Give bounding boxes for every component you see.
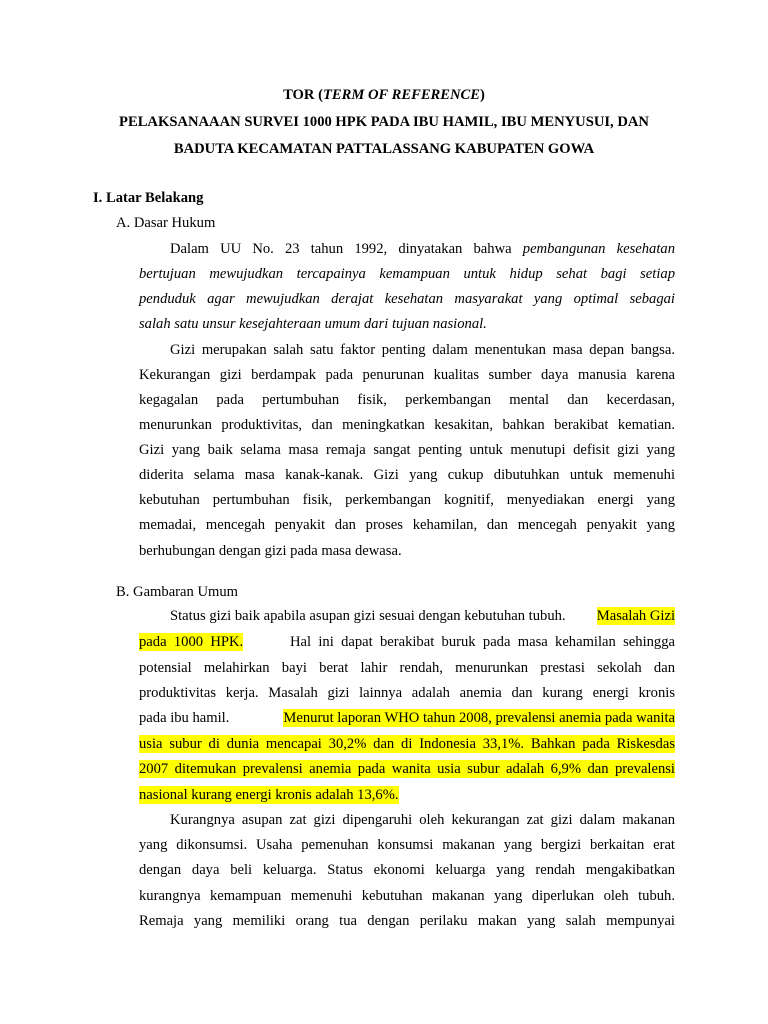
section-heading-latar-belakang: I. Latar Belakang [93,190,204,206]
paragraph-b1-line-7: 2007 ditemukan prevalensi anemia pada wanita usia subur adalah 6,9% dan prevalensi [139,761,675,777]
paragraph-b2-line-1: Kurangnya asupan zat gizi dipengaruhi oleh kekurangan zat gizi dalam makanan [170,812,675,828]
paragraph-b1-line-5-normal: pada ibu hamil. [139,710,230,726]
paragraph-b1-line-5-highlight: Menurut laporan WHO tahun 2008, prevalensi anemia pada wanita [283,710,675,726]
paragraph-a2-line-2: Kekurangan gizi berdampak pada penurunan kualitas sumber daya manusia karena [139,367,675,383]
subsection-heading-dasar-hukum: A. Dasar Hukum [116,215,216,231]
paragraph-b1-line-1 [170,607,675,625]
paragraph-b1-line-3: potensial melahirkan bayi berat lahir rendah, menurunkan prestasi sekolah dan [139,660,675,676]
paragraph-b1-line-1-normal: Status gizi baik apabila asupan gizi sesuai dengan kebutuhan tubuh. [170,608,566,624]
paragraph-a2-line-8: memadai, mencegah penyakit dan proses kehamilan, dan mencegah penyakit yang [139,517,675,533]
paragraph-b1-line-2-highlight: pada 1000 HPK. [139,634,244,650]
paragraph-a1-line-3: penduduk agar mewujudkan derajat kesehatan masyarakat yang optimal sebagai [139,291,675,307]
paragraph-a1-line-4: salah satu unsur kesejahteraan umum dari tujuan nasional. [139,316,487,332]
paragraph-a1-line-1 [170,240,675,258]
paragraph-b1-line-6: usia subur di dunia mencapai 30,2% dan di Indonesia 33,1%. Bahkan pada Riskesdas [139,736,675,752]
paragraph-a2-line-5: Gizi yang baik selama masa remaja sangat penting untuk menutupi defisit gizi yang [139,442,675,458]
paragraph-a1-line-1-normal: Dalam UU No. 23 tahun 1992, dinyatakan bahwa [170,241,512,257]
paragraph-a2-line-3: kegagalan pada pertumbuhan fisik, perkembangan mental dan kecerdasan, [139,392,675,408]
paragraph-a1-line-1-italic: pembangunan kesehatan [522,241,675,257]
title-suffix: ) [480,87,485,103]
paragraph-b2-line-4: kurangnya kemampuan memenuhi kebutuhan makanan yang diperlukan oleh tubuh. [139,888,675,904]
paragraph-a2-line-7: kebutuhan pertumbuhan fisik, perkembangan kognitif, menyediakan energi yang [139,492,675,508]
title-italic: TERM OF REFERENCE [322,87,481,103]
paragraph-a2-line-9: berhubungan dengan gizi pada masa dewasa. [139,543,402,559]
paragraph-a1-line-2: bertujuan mewujudkan tercapainya kemampuan untuk hidup sehat bagi setiap [139,266,675,282]
paragraph-b1-line-4: produktivitas kerja. Masalah gizi lainnya adalah anemia dan kurang energi kronis [139,685,675,701]
paragraph-b1-line-2 [139,633,675,651]
title-prefix: TOR ( [283,87,323,103]
paragraph-a2-line-1: Gizi merupakan salah satu faktor penting dalam menentukan masa depan bangsa. [170,342,675,358]
paragraph-a2-line-4: menurunkan produktivitas, dan meningkatkan kesakitan, bahkan berakibat kematian. [139,417,675,433]
paragraph-b1-line-5 [139,709,675,727]
paragraph-b1-line-2-normal: Hal ini dapat berakibat buruk pada masa kehamilan sehingga [290,634,675,650]
document-title-line-2: PELAKSANAAAN SURVEI 1000 HPK PADA IBU HAMIL, IBU MENYUSUI, DAN [119,114,649,130]
subsection-heading-gambaran-umum: B. Gambaran Umum [116,584,238,600]
paragraph-a2-line-6: diderita selama masa kanak-kanak. Gizi yang cukup dibutuhkan untuk memenuhi [139,467,675,483]
paragraph-b1-line-8: nasional kurang energi kronis adalah 13,6%. [139,787,399,803]
paragraph-b2-line-5: Remaja yang memiliki orang tua dengan perilaku makan yang salah mempunyai [139,913,675,929]
paragraph-b2-line-2: yang dikonsumsi. Usaha pemenuhan konsumsi makanan yang bergizi berkaitan erat [139,837,675,853]
paragraph-b2-line-3: dengan daya beli keluarga. Status ekonomi keluarga yang rendah mengakibatkan [139,862,675,878]
document-title-line-1 [0,86,768,104]
document-title-line-3: BADUTA KECAMATAN PATTALASSANG KABUPATEN GOWA [173,141,595,157]
paragraph-b1-line-1-highlight: Masalah Gizi [596,608,675,624]
